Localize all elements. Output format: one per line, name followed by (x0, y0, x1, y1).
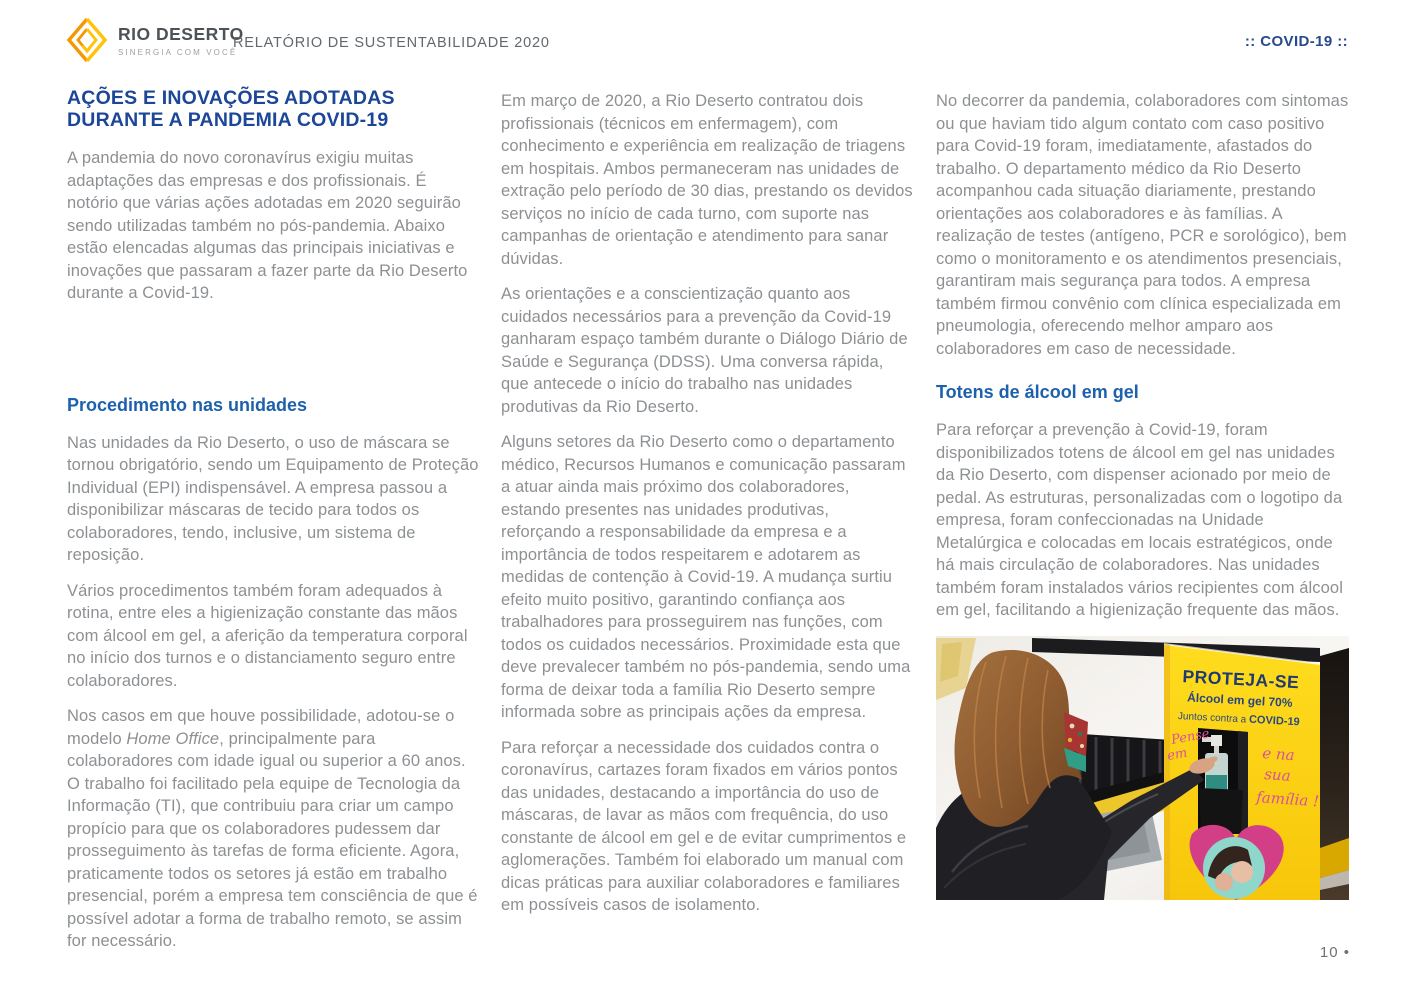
totem-title-text: PROTEJA-SE (1182, 665, 1300, 692)
brand-name: RIO DESERTO (118, 23, 244, 44)
section-heading-procedimento: Procedimento nas unidades (67, 394, 308, 415)
brand-logo (66, 16, 244, 64)
totem-script-r1: e na (1261, 743, 1296, 764)
paragraph-col3-p2: Para reforçar a prevenção à Covid-19, foram disponibilizados totens de álcool em gel nas unidades da Rio Deserto, com dispenser acionado por meio de pedal. As estruturas, personalizadas com o logotipo da empresa, foram confeccionadas na Unidade Metalúrgica e colocadas em locais estratégicos, onde há mais circulação de colaboradores. Nas unidades também foram instalados vários recipientes com álcool em gel, facilitando a higienização frequente das mãos. (936, 421, 1343, 619)
totem-line2-text: Álcool em gel 70% (1186, 689, 1293, 710)
report-title: RELATÓRIO DE SUSTENTABILIDADE 2020 (233, 35, 550, 51)
brand-tagline: SINERGIA COM VOCÊ (118, 47, 238, 57)
paragraph-col2-p4: Para reforçar a necessidade dos cuidados contra o coronavírus, cartazes foram fixados em vários pontos das unidades, destacando a importância do uso de máscaras, de lavar as mãos com frequência, do uso constante de álcool em gel e de evitar cumprimentos e aglomerações. Também foi elaborado um manual com dicas práticas para auxiliar colaboradores e familiares em possíveis casos de isolamento. (501, 738, 907, 914)
sanitizer-totem-photo-illustration (936, 636, 1349, 900)
brand-text (118, 24, 244, 57)
totem-script-r3: família ! (1255, 787, 1320, 810)
totem-script-left2: em (1166, 745, 1189, 764)
covid-section-tag: :: COVID-19 :: (1244, 33, 1348, 50)
home-office-italic: Home Office (126, 729, 220, 748)
section-heading-totens: Totens de álcool em gel (936, 382, 1139, 402)
column-left (67, 88, 479, 953)
sanitizer-totem-photo (936, 636, 1349, 900)
column-right (936, 90, 1349, 900)
totem-line3-bold: COVID-19 (1248, 713, 1301, 728)
paragraph-col1-p2: Vários procedimentos também foram adequados à rotina, entre eles a higienização constante das mãos com álcool em gel, a aferição da temperatura corporal no início dos turnos e o distanciamento seguro entre colaboradores. (67, 581, 468, 690)
paragraph-col3-p1: No decorrer da pandemia, colaboradores com sintomas ou que haviam tido algum contato com caso positivo para Covid-19 foram, imediatamente, afastados do trabalho. O departamento médico da Rio Deserto acompanhou cada situação diariamente, prestando orientações aos colaboradores e às famílias. A realização de testes (antígeno, PCR e sorológico), bem como o monitoramento e os atendimentos presenciais, garantiram mais segurança para todos. A empresa também firmou convênio com clínica especializada em pneumologia, oferecendo melhor amparo aos colaboradores em caso de necessidade. (936, 92, 1349, 358)
page-header (0, 0, 1414, 78)
totem-script-r2: sua (1263, 764, 1292, 785)
rio-deserto-diamond-icon (66, 16, 108, 64)
paragraph-col1-p3-pre: Nos casos em que houve possibilidade, adotou-se o modelo (67, 707, 455, 748)
paragraph-col1-p3-post: , principalmente para colaboradores com idade igual ou superior a 60 anos. O trabalho foi facilitado pela equipe de Tecnologia da Informação (TI), que contribuiu para criar um campo propício para que os colaboradores pudessem dar prosseguimento às tarefas de forma eficiente. Agora, praticamente todos os setores já estão em trabalho presencial, porém a empresa tem consciência de que é possível adotar a forma de trabalho remoto, se assim for necessário. (67, 729, 478, 950)
article-title-line1: AÇÕES E INOVAÇÕES ADOTADAS (67, 87, 395, 109)
paragraph-col1-p3 (67, 705, 479, 953)
totem-line3-pre: Juntos contra a (1177, 710, 1250, 726)
article-title (67, 88, 479, 131)
paragraph-col2-p2: As orientações e a conscientização quanto aos cuidados necessários para a prevenção da Covid-19 ganharam espaço também durante o Diálogo Diário de Saúde e Segurança (DDSS). Uma conversa rápida, que antecede o início do trabalho nas unidades produtivas da Rio Deserto. (501, 285, 908, 416)
paragraph-col2-p1: Em março de 2020, a Rio Deserto contratou dois profissionais (técnicos em enfermagem), com conhecimento e experiência em realização de triagens em hospitais. Ambos permaneceram nas unidades de extração pelo período de 30 dias, prestando os devidos serviços no início de cada turno, com suporte nas campanhas de orientação e atendimento para sanar dúvidas. (501, 92, 913, 268)
page-number: 10 • (1319, 944, 1350, 961)
paragraph-col1-intro: A pandemia do novo coronavírus exigiu muitas adaptações das empresas e dos profissionais. É notório que várias ações adotadas em 2020 seguirão sendo utilizadas também no pós-pandemia. Abaixo estão elencadas algumas das principais iniciativas e inovações que passaram a fazer parte da Rio Deserto durante a Covid-19. (67, 149, 468, 302)
column-middle (501, 90, 913, 917)
article-title-line2: DURANTE A PANDEMIA COVID-19 (67, 108, 389, 131)
paragraph-col1-p1: Nas unidades da Rio Deserto, o uso de máscara se tornou obrigatório, sendo um Equipamento de Proteção Individual (EPI) indispensável. A empresa passou a disponibilizar máscaras de tecido para todos os colaboradores, tendo, inclusive, um sistema de reposição. (67, 433, 479, 564)
paragraph-col2-p3: Alguns setores da Rio Deserto como o departamento médico, Recursos Humanos e comunicação passaram a atuar ainda mais próximo dos colaboradores, estando presentes nas unidades produtivas, reforçando a responsabilidade da empresa e a importância de todos respeitarem e adotarem as medidas de contenção à Covid-19. A mudança surtiu efeito muito positivo, garantindo confiança aos trabalhadores para prosseguirem nas funções, com todos os cuidados necessários. Proximidade esta que deve prevalecer também no pós-pandemia, sendo uma forma de deixar toda a família Rio Deserto sempre informada sobre as principais ações da empresa. (501, 433, 911, 721)
totem-script-left1: Pense (1170, 725, 1211, 748)
